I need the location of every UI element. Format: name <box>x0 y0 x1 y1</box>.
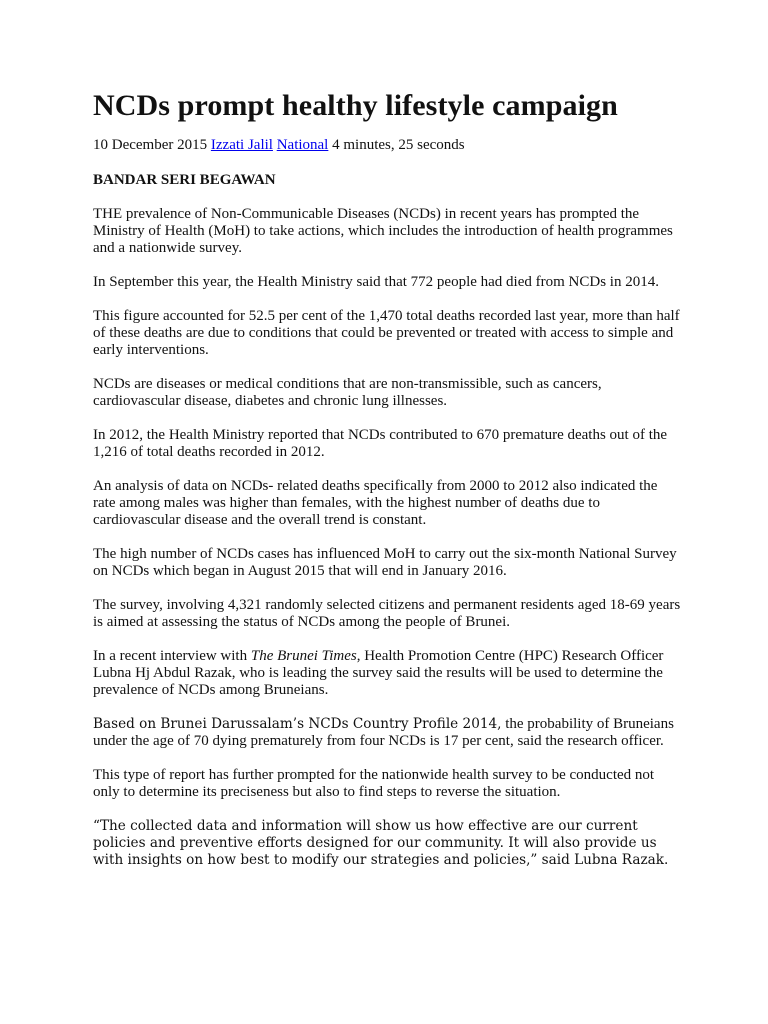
paragraph-10-lead: Based on Brunei Darussalam’s NCDs Country Profile 2014, <box>93 716 502 732</box>
paragraph-9 <box>93 648 683 699</box>
paragraph-7: The high number of NCDs cases has influenced MoH to carry out the six-month National Survey on NCDs which began in August 2015 that will end in January 2016. <box>93 546 677 579</box>
author-link[interactable]: Izzati Jalil <box>210 137 273 153</box>
paragraph-5: In 2012, the Health Ministry reported that NCDs contributed to 670 premature deaths out of the 1,216 of total deaths recorded in 2012. <box>93 427 668 460</box>
paragraph-10 <box>93 716 683 750</box>
section-link[interactable]: National <box>276 137 329 153</box>
paragraph-12: “The collected data and information will show us how effective are our current policies and preventive efforts designed for our community. It will also provide us with insights on how best to modify our strategies and policies,” said Lubna Razak. <box>93 818 669 868</box>
read-time: 4 minutes, 25 seconds <box>332 137 465 153</box>
article <box>93 88 683 869</box>
paragraph-4: NCDs are diseases or medical conditions that are non-transmissible, such as cancers, cardiovascular disease, diabetes and chronic lung illnesses. <box>93 376 602 409</box>
paragraph-9-body: , Health Promotion Centre (HPC) Research Officer Lubna Hj Abdul Razak, who is leading the survey said the results will be used to determine the prevalence of NCDs among Bruneians. <box>93 648 664 698</box>
publish-date: 10 December 2015 <box>93 137 208 153</box>
article-meta <box>93 136 683 154</box>
paragraph-3: This figure accounted for 52.5 per cent of the 1,470 total deaths recorded last year, more than half of these deaths are due to conditions that could be prevented or treated with access to simple and early interventions. <box>93 308 680 358</box>
paragraph-1: THE prevalence of Non-Communicable Diseases (NCDs) in recent years has prompted the Ministry of Health (MoH) to take actions, which includes the introduction of health programmes and a nationwide survey. <box>93 206 673 256</box>
paragraph-6: An analysis of data on NCDs- related deaths specifically from 2000 to 2012 also indicated the rate among males was higher than females, with the highest number of deaths due to cardiovascular disease and the overall trend is constant. <box>93 478 658 528</box>
paragraph-10-body: the probability of Bruneians under the age of 70 dying prematurely from four NCDs is 17 per cent, said the research officer. <box>93 716 674 749</box>
page-title: NCDs prompt healthy lifestyle campaign <box>93 89 618 122</box>
paragraph-11: This type of report has further prompted for the nationwide health survey to be conducted not only to determine its preciseness but also to find steps to reverse the situation. <box>93 767 655 800</box>
paragraph-2: In September this year, the Health Ministry said that 772 people had died from NCDs in 2014. <box>93 274 659 290</box>
dateline: BANDAR SERI BEGAWAN <box>93 172 276 188</box>
paragraph-9-lead: In a recent interview with <box>93 648 251 664</box>
publication-name: The Brunei Times <box>250 648 357 664</box>
paragraph-8: The survey, involving 4,321 randomly selected citizens and permanent residents aged 18-69 years is aimed at assessing the status of NCDs among the people of Brunei. <box>93 597 681 630</box>
